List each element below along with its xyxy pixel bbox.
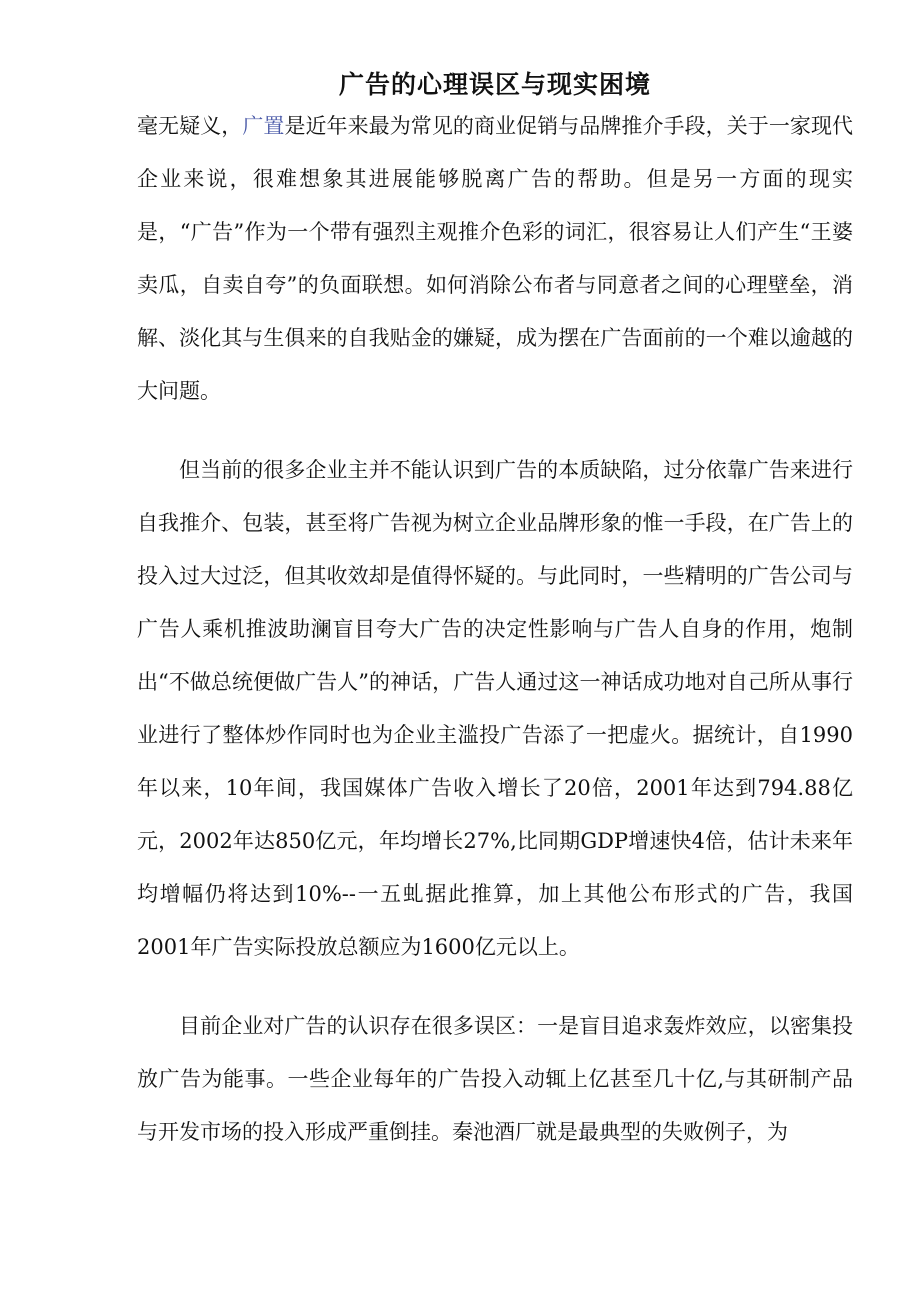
paragraph-1 (137, 100, 853, 418)
paragraph-3: 目前企业对广告的认识存在很多误区：一是盲目追求轰炸效应，以密集投放广告为能事。一些企业每年的广告投入动辄上亿甚至几十亿,与其研制产品与开发市场的投入形成严重倒挂。秦池酒厂就是最典型的失败例子，为 (137, 1014, 853, 1144)
guangzhi-link[interactable]: 广置 (242, 114, 285, 138)
paragraph-2: 但当前的很多企业主并不能认识到广告的本质缺陷，过分依靠广告来进行自我推介、包装，甚至将广告视为树立企业品牌形象的惟一手段，在广告上的投入过大过泛，但其收效却是值得怀疑的。与此同时，一些精明的广告公司与广告人乘机推波助澜盲目夸大广告的决定性影响与广告人自身的作用，炮制出“不做总统便做广告人”的神话，广告人通过这一神话成功地对自己所从事行业进行了整体炒作同时也为企业主滥投广告添了一把虚火。据统计，自1990年以来，10年间，我国媒体广告收入增长了20倍，2001年达到794.88亿元，2002年达850亿元，年均增长27%,比同期GDP增速快4倍，估计未来年均增幅仍将达到10%--一五虬据此推算，加上其他公布形式的广告，我国2001年广告实际投放总额应为1600亿元以上。 (137, 458, 853, 959)
document-title: 广告的心理误区与现实困境 (338, 69, 651, 99)
paragraph-1-body: 是近年来最为常见的商业促销与品牌推介手段，关于一家现代企业来说，很难想象其进展能够脱离广告的帮助。但是另一方面的现实是，“广告”作为一个带有强烈主观推介色彩的词汇，很容易让人们产生“王婆卖瓜，自卖自夸”的负面联想。如何消除公布者与同意者之间的心理壁垒，消解、淡化其与生俱来的自我贴金的嫌疑，成为摆在广告面前的一个难以逾越的大问题。 (137, 114, 854, 403)
document-body (137, 100, 853, 1159)
paragraph-1-prefix: 毫无疑义， (137, 114, 243, 138)
